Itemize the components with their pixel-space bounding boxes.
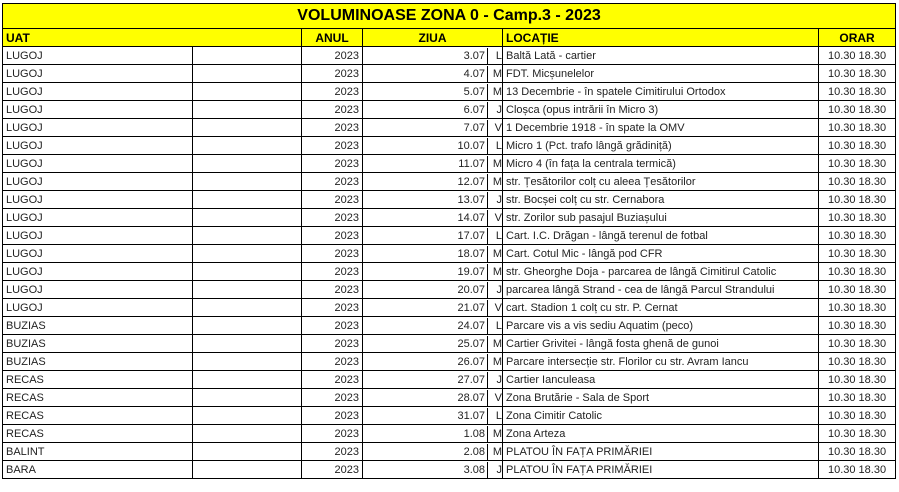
cell-anul[interactable]: 2023 — [302, 155, 363, 173]
cell-locatie[interactable]: Zona Brutărie - Sala de Sport — [503, 389, 819, 407]
cell-uat[interactable]: LUGOJ — [3, 281, 193, 299]
cell-anul[interactable]: 2023 — [302, 299, 363, 317]
cell-orar[interactable]: 10.30 18.30 — [819, 47, 896, 65]
cell-uat[interactable]: LUGOJ — [3, 65, 193, 83]
day-date: 27.07 — [363, 372, 488, 388]
cell-data[interactable] — [363, 173, 503, 191]
cell-data[interactable] — [363, 209, 503, 227]
table-row — [3, 137, 896, 155]
day-date: 13.07 — [363, 192, 488, 208]
cell-orar[interactable]: 10.30 18.30 — [819, 317, 896, 335]
day-letter: L — [495, 229, 502, 242]
cell-blank[interactable] — [193, 461, 302, 479]
cell-anul[interactable]: 2023 — [302, 335, 363, 353]
cell-uat[interactable]: RECAS — [3, 389, 193, 407]
cell-anul[interactable]: 2023 — [302, 461, 363, 479]
day-letter: M — [492, 265, 502, 278]
cell-uat[interactable]: LUGOJ — [3, 245, 193, 263]
cell-anul[interactable]: 2023 — [302, 353, 363, 371]
cell-locatie[interactable]: Cartier Ianculeasa — [503, 371, 819, 389]
day-letter: M — [492, 247, 502, 260]
cell-uat[interactable]: RECAS — [3, 371, 193, 389]
cell-anul[interactable]: 2023 — [302, 389, 363, 407]
cell-anul[interactable]: 2023 — [302, 83, 363, 101]
cell-locatie[interactable]: str. Zorilor sub pasajul Buziașului — [503, 209, 819, 227]
day-letter: M — [492, 67, 502, 80]
table-row — [3, 101, 896, 119]
cell-locatie[interactable]: str. Gheorghe Doja - parcarea de lângă Cimitirul Catolic — [503, 263, 819, 281]
day-date: 5.07 — [363, 84, 488, 100]
cell-blank[interactable] — [193, 83, 302, 101]
cell-orar[interactable]: 10.30 18.30 — [819, 191, 896, 209]
header-ziua: ZIUA — [363, 29, 503, 47]
cell-anul[interactable]: 2023 — [302, 47, 363, 65]
day-date: 17.07 — [363, 228, 488, 244]
cell-orar[interactable]: 10.30 18.30 — [819, 101, 896, 119]
cell-locatie[interactable]: PLATOU ÎN FAȚA PRIMĂRIEI — [503, 461, 819, 479]
day-letter: M — [492, 85, 502, 98]
cell-blank[interactable] — [193, 191, 302, 209]
cell-locatie[interactable]: Micro 1 (Pct. trafo lângă grădiniță) — [503, 137, 819, 155]
cell-anul[interactable]: 2023 — [302, 173, 363, 191]
cell-data[interactable] — [363, 155, 503, 173]
day-date: 6.07 — [363, 102, 488, 118]
day-letter: V — [494, 121, 502, 134]
table-row — [3, 425, 896, 443]
day-date: 3.07 — [363, 48, 488, 64]
cell-uat[interactable]: LUGOJ — [3, 209, 193, 227]
cell-orar[interactable]: 10.30 18.30 — [819, 335, 896, 353]
cell-uat[interactable]: RECAS — [3, 407, 193, 425]
cell-orar[interactable]: 10.30 18.30 — [819, 443, 896, 461]
day-date: 11.07 — [363, 156, 488, 172]
cell-blank[interactable] — [193, 101, 302, 119]
day-date: 1.08 — [363, 426, 488, 442]
day-date: 21.07 — [363, 300, 488, 316]
cell-blank[interactable] — [193, 209, 302, 227]
day-date: 18.07 — [363, 246, 488, 262]
cell-locatie[interactable]: cart. Stadion 1 colț cu str. P. Cernat — [503, 299, 819, 317]
cell-uat[interactable]: LUGOJ — [3, 119, 193, 137]
cell-anul[interactable]: 2023 — [302, 137, 363, 155]
cell-uat[interactable]: LUGOJ — [3, 101, 193, 119]
table-row — [3, 407, 896, 425]
table-row — [3, 47, 896, 65]
cell-data[interactable] — [363, 137, 503, 155]
cell-locatie[interactable]: Cloșca (opus intrării în Micro 3) — [503, 101, 819, 119]
cell-blank[interactable] — [193, 227, 302, 245]
day-letter: V — [494, 391, 502, 404]
cell-uat[interactable]: BARA — [3, 461, 193, 479]
table-title: VOLUMINOASE ZONA 0 - Camp.3 - 2023 — [3, 4, 896, 29]
day-letter: L — [495, 49, 502, 62]
cell-orar[interactable]: 10.30 18.30 — [819, 425, 896, 443]
cell-uat[interactable]: BALINT — [3, 443, 193, 461]
cell-orar[interactable]: 10.30 18.30 — [819, 281, 896, 299]
cell-uat[interactable]: BUZIAS — [3, 335, 193, 353]
cell-orar[interactable]: 10.30 18.30 — [819, 173, 896, 191]
table-row — [3, 335, 896, 353]
cell-data[interactable] — [363, 443, 503, 461]
cell-blank[interactable] — [193, 155, 302, 173]
day-date: 24.07 — [363, 318, 488, 334]
cell-anul[interactable]: 2023 — [302, 65, 363, 83]
cell-uat[interactable]: LUGOJ — [3, 47, 193, 65]
day-date: 10.07 — [363, 138, 488, 154]
header-orar: ORAR — [819, 29, 896, 47]
day-date: 20.07 — [363, 282, 488, 298]
day-date: 31.07 — [363, 408, 488, 424]
day-date: 19.07 — [363, 264, 488, 280]
cell-orar[interactable]: 10.30 18.30 — [819, 263, 896, 281]
cell-locatie[interactable]: Zona Arteza — [503, 425, 819, 443]
cell-orar[interactable]: 10.30 18.30 — [819, 407, 896, 425]
cell-locatie[interactable]: Parcare intersecție str. Florilor cu str. Avram Iancu — [503, 353, 819, 371]
day-letter: M — [492, 175, 502, 188]
cell-anul[interactable]: 2023 — [302, 245, 363, 263]
cell-locatie[interactable]: str. Bocșei colț cu str. Cernabora — [503, 191, 819, 209]
day-date: 28.07 — [363, 390, 488, 406]
table-row — [3, 227, 896, 245]
cell-data[interactable] — [363, 65, 503, 83]
day-letter: L — [495, 319, 502, 332]
day-date: 4.07 — [363, 66, 488, 82]
cell-locatie[interactable]: Cart. I.C. Drăgan - lângă terenul de fotbal — [503, 227, 819, 245]
table-row — [3, 173, 896, 191]
cell-uat[interactable]: LUGOJ — [3, 137, 193, 155]
cell-orar[interactable]: 10.30 18.30 — [819, 83, 896, 101]
day-letter: M — [492, 337, 502, 350]
cell-anul[interactable]: 2023 — [302, 443, 363, 461]
cell-data[interactable] — [363, 119, 503, 137]
day-letter: L — [495, 139, 502, 152]
cell-blank[interactable] — [193, 119, 302, 137]
title-row — [3, 4, 896, 29]
table-row — [3, 299, 896, 317]
cell-data[interactable] — [363, 191, 503, 209]
cell-data[interactable] — [363, 371, 503, 389]
cell-blank[interactable] — [193, 425, 302, 443]
cell-orar[interactable]: 10.30 18.30 — [819, 209, 896, 227]
day-date: 7.07 — [363, 120, 488, 136]
cell-data[interactable] — [363, 245, 503, 263]
cell-locatie[interactable]: Parcare vis a vis sediu Aquatim (peco) — [503, 317, 819, 335]
table-row — [3, 389, 896, 407]
cell-uat[interactable]: LUGOJ — [3, 263, 193, 281]
cell-locatie[interactable]: Zona Cimitir Catolic — [503, 407, 819, 425]
cell-orar[interactable]: 10.30 18.30 — [819, 461, 896, 479]
day-letter: J — [496, 373, 502, 386]
cell-locatie[interactable]: 13 Decembrie - în spatele Cimitirului Ortodox — [503, 83, 819, 101]
header-anul: ANUL — [302, 29, 363, 47]
table-row — [3, 245, 896, 263]
table-row — [3, 263, 896, 281]
cell-locatie[interactable]: Cart. Cotul Mic - lângă pod CFR — [503, 245, 819, 263]
day-date: 12.07 — [363, 174, 488, 190]
cell-orar[interactable]: 10.30 18.30 — [819, 155, 896, 173]
cell-anul[interactable]: 2023 — [302, 371, 363, 389]
cell-data[interactable] — [363, 317, 503, 335]
day-date: 3.08 — [363, 462, 488, 478]
table-row — [3, 281, 896, 299]
cell-anul[interactable]: 2023 — [302, 407, 363, 425]
day-letter: M — [492, 355, 502, 368]
day-date: 25.07 — [363, 336, 488, 352]
header-locatie: LOCAȚIE — [503, 29, 819, 47]
cell-anul[interactable]: 2023 — [302, 281, 363, 299]
day-date: 2.08 — [363, 444, 488, 460]
cell-orar[interactable]: 10.30 18.30 — [819, 389, 896, 407]
table-row — [3, 317, 896, 335]
day-letter: M — [492, 445, 502, 458]
cell-data[interactable] — [363, 83, 503, 101]
cell-anul[interactable]: 2023 — [302, 209, 363, 227]
cell-orar[interactable]: 10.30 18.30 — [819, 65, 896, 83]
cell-locatie[interactable]: str. Țesătorilor colț cu aleea Țesătorilor — [503, 173, 819, 191]
cell-data[interactable] — [363, 47, 503, 65]
day-letter: J — [496, 103, 502, 116]
cell-blank[interactable] — [193, 137, 302, 155]
cell-blank[interactable] — [193, 299, 302, 317]
cell-blank[interactable] — [193, 47, 302, 65]
cell-blank[interactable] — [193, 65, 302, 83]
table-row — [3, 191, 896, 209]
cell-data[interactable] — [363, 461, 503, 479]
cell-locatie[interactable]: Cartier Grivitei - lângă fosta ghenă de gunoi — [503, 335, 819, 353]
day-letter: J — [496, 463, 502, 476]
cell-blank[interactable] — [193, 335, 302, 353]
cell-anul[interactable]: 2023 — [302, 119, 363, 137]
spreadsheet — [2, 3, 895, 479]
cell-uat[interactable]: LUGOJ — [3, 227, 193, 245]
day-date: 14.07 — [363, 210, 488, 226]
cell-blank[interactable] — [193, 317, 302, 335]
table-row — [3, 155, 896, 173]
cell-uat[interactable]: LUGOJ — [3, 173, 193, 191]
cell-orar[interactable]: 10.30 18.30 — [819, 137, 896, 155]
cell-data[interactable] — [363, 389, 503, 407]
day-letter: J — [496, 193, 502, 206]
table-row — [3, 83, 896, 101]
cell-blank[interactable] — [193, 407, 302, 425]
day-letter: V — [494, 301, 502, 314]
cell-locatie[interactable]: Baltă Lată - cartier — [503, 47, 819, 65]
cell-anul[interactable]: 2023 — [302, 263, 363, 281]
cell-locatie[interactable]: parcarea lângă Strand - cea de lângă Parcul Strandului — [503, 281, 819, 299]
cell-locatie[interactable]: PLATOU ÎN FAȚA PRIMĂRIEI — [503, 443, 819, 461]
cell-orar[interactable]: 10.30 18.30 — [819, 245, 896, 263]
cell-uat[interactable]: LUGOJ — [3, 155, 193, 173]
cell-orar[interactable]: 10.30 18.30 — [819, 227, 896, 245]
cell-anul[interactable]: 2023 — [302, 425, 363, 443]
day-letter: V — [494, 211, 502, 224]
cell-uat[interactable]: BUZIAS — [3, 317, 193, 335]
cell-locatie[interactable]: FDT. Micșunelelor — [503, 65, 819, 83]
cell-blank[interactable] — [193, 281, 302, 299]
cell-orar[interactable]: 10.30 18.30 — [819, 353, 896, 371]
schedule-table — [2, 3, 896, 479]
table-row — [3, 371, 896, 389]
cell-data[interactable] — [363, 299, 503, 317]
table-row — [3, 209, 896, 227]
cell-data[interactable] — [363, 425, 503, 443]
cell-uat[interactable]: LUGOJ — [3, 83, 193, 101]
cell-data[interactable] — [363, 101, 503, 119]
cell-data[interactable] — [363, 407, 503, 425]
day-letter: L — [495, 409, 502, 422]
day-letter: M — [492, 427, 502, 440]
table-body — [3, 4, 896, 479]
cell-blank[interactable] — [193, 173, 302, 191]
cell-uat[interactable]: LUGOJ — [3, 299, 193, 317]
cell-data[interactable] — [363, 353, 503, 371]
cell-uat[interactable]: LUGOJ — [3, 191, 193, 209]
cell-data[interactable] — [363, 227, 503, 245]
cell-locatie[interactable]: Micro 4 (în fața la centrala termică) — [503, 155, 819, 173]
cell-orar[interactable]: 10.30 18.30 — [819, 119, 896, 137]
cell-blank[interactable] — [193, 263, 302, 281]
cell-locatie[interactable]: 1 Decembrie 1918 - în spate la OMV — [503, 119, 819, 137]
table-row — [3, 461, 896, 479]
cell-uat[interactable]: RECAS — [3, 425, 193, 443]
cell-orar[interactable]: 10.30 18.30 — [819, 299, 896, 317]
cell-data[interactable] — [363, 335, 503, 353]
header-uat: UAT — [3, 29, 302, 47]
cell-orar[interactable]: 10.30 18.30 — [819, 371, 896, 389]
cell-uat[interactable]: BUZIAS — [3, 353, 193, 371]
table-row — [3, 65, 896, 83]
cell-blank[interactable] — [193, 443, 302, 461]
cell-anul[interactable]: 2023 — [302, 101, 363, 119]
cell-blank[interactable] — [193, 353, 302, 371]
cell-data[interactable] — [363, 263, 503, 281]
cell-anul[interactable]: 2023 — [302, 227, 363, 245]
day-letter: M — [492, 157, 502, 170]
cell-blank[interactable] — [193, 245, 302, 263]
cell-anul[interactable]: 2023 — [302, 317, 363, 335]
table-row — [3, 119, 896, 137]
table-row — [3, 353, 896, 371]
cell-data[interactable] — [363, 281, 503, 299]
table-row — [3, 443, 896, 461]
day-date: 26.07 — [363, 354, 488, 370]
cell-blank[interactable] — [193, 371, 302, 389]
cell-anul[interactable]: 2023 — [302, 191, 363, 209]
day-letter: J — [496, 283, 502, 296]
cell-blank[interactable] — [193, 389, 302, 407]
header-row — [3, 29, 896, 47]
